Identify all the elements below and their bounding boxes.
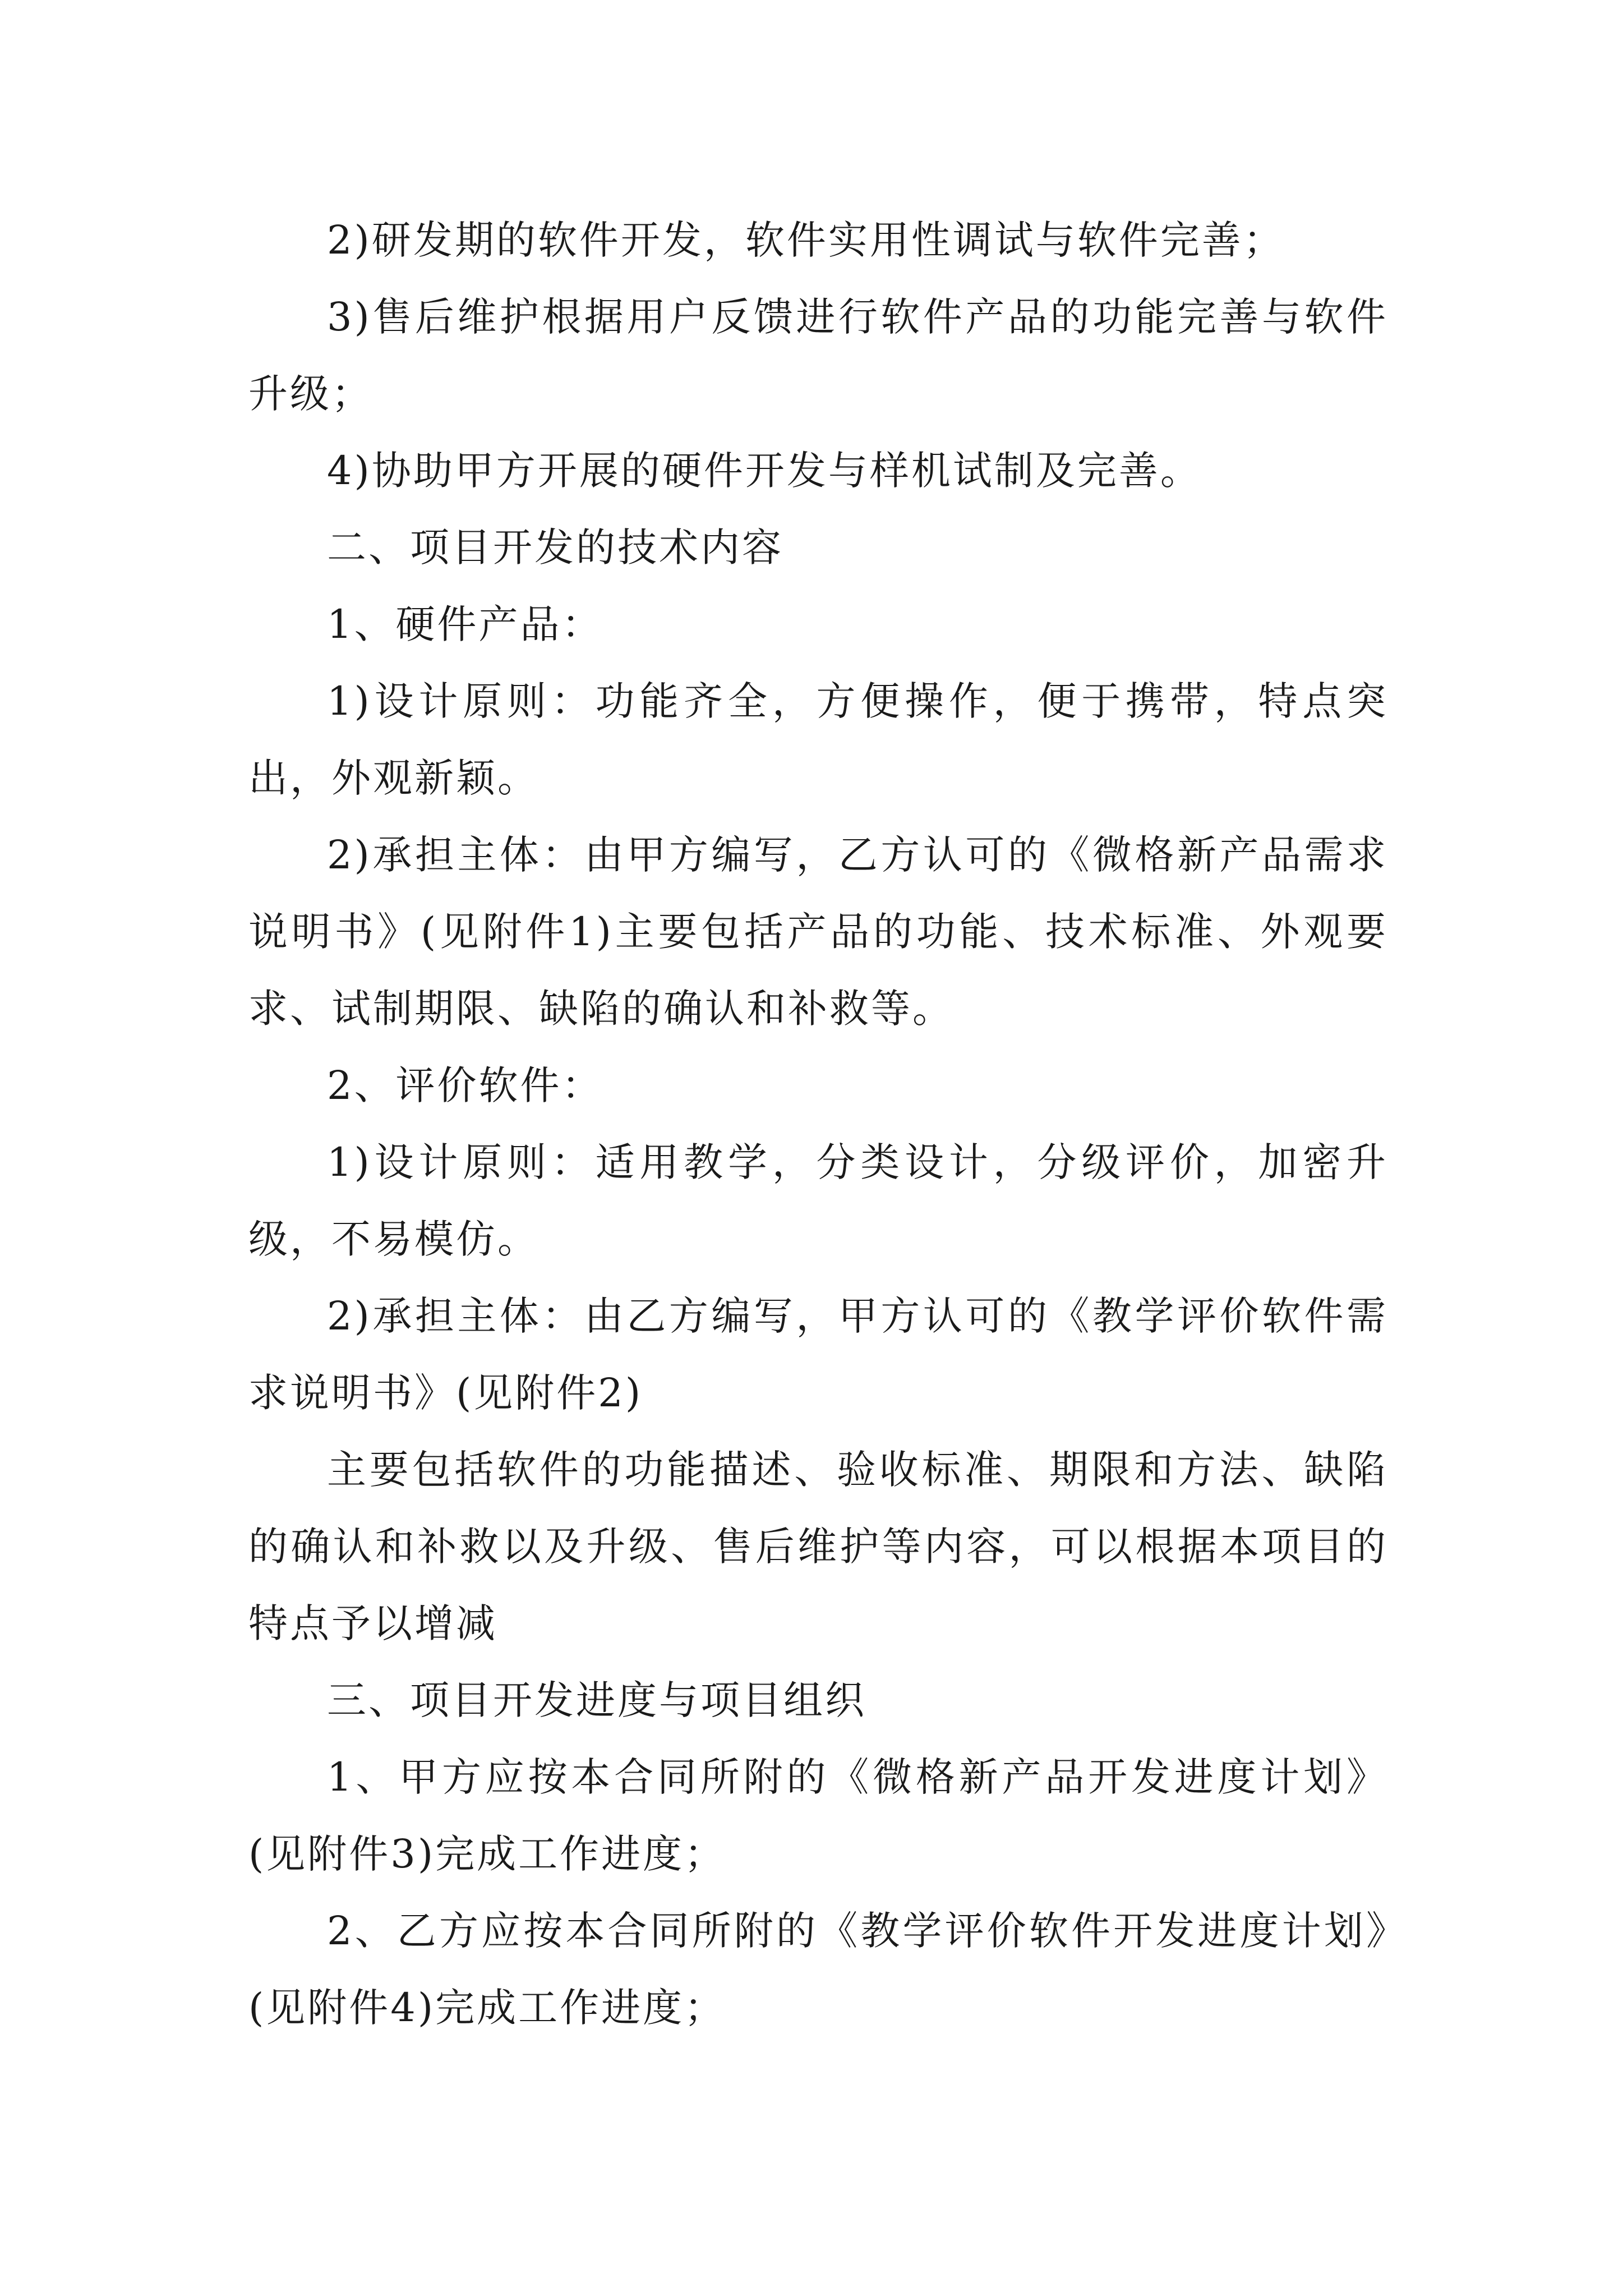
subsection-heading-software: 2、评价软件： (327, 1062, 603, 1108)
paragraph-hardware-responsibility: 2)承担主体：由甲方编写，乙方认可的《微格新产品需求说明书》(见附件1)主要包括产品的功能、技术标准、外观要求、试制期限、缺陷的确认和补救等。 (248, 832, 1388, 1032)
paragraph-3: 4)协助甲方开展的硬件开发与样机试制及完善。 (327, 448, 1202, 494)
section-heading-3: 三、项目开发进度与项目组织 (327, 1677, 866, 1723)
paragraph-hardware-principle: 1)设计原则：功能齐全，方便操作，便于携带，特点突出，外观新颖。 (248, 678, 1388, 801)
paragraph-software-content: 主要包括软件的功能描述、验收标准、期限和方法、缺陷的确认和补救以及升级、售后维护等内容，可以根据本项目的特点予以增减 (248, 1447, 1388, 1646)
paragraph-software-responsibility: 2)承担主体：由乙方编写，甲方认可的《教学评价软件需求说明书》(见附件2) (248, 1293, 1388, 1416)
subsection-heading-hardware: 1、硬件产品： (327, 601, 603, 647)
paragraph-party-a-schedule: 1、甲方应按本合同所附的《微格新产品开发进度计划》(见附件3)完成工作进度； (248, 1754, 1388, 1877)
paragraph-1: 2)研发期的软件开发，软件实用性调试与软件完善； (327, 217, 1285, 263)
paragraph-party-b-schedule: 2、乙方应按本合同所附的《教学评价软件开发进度计划》(见附件4)完成工作进度； (248, 1908, 1388, 2031)
section-heading-2: 二、项目开发的技术内容 (327, 524, 783, 570)
paragraph-2: 3)售后维护根据用户反馈进行软件产品的功能完善与软件升级； (248, 294, 1388, 417)
document-body (248, 202, 1388, 2046)
paragraph-software-principle: 1)设计原则：适用教学，分类设计，分级评价，加密升级，不易模仿。 (248, 1139, 1388, 1262)
